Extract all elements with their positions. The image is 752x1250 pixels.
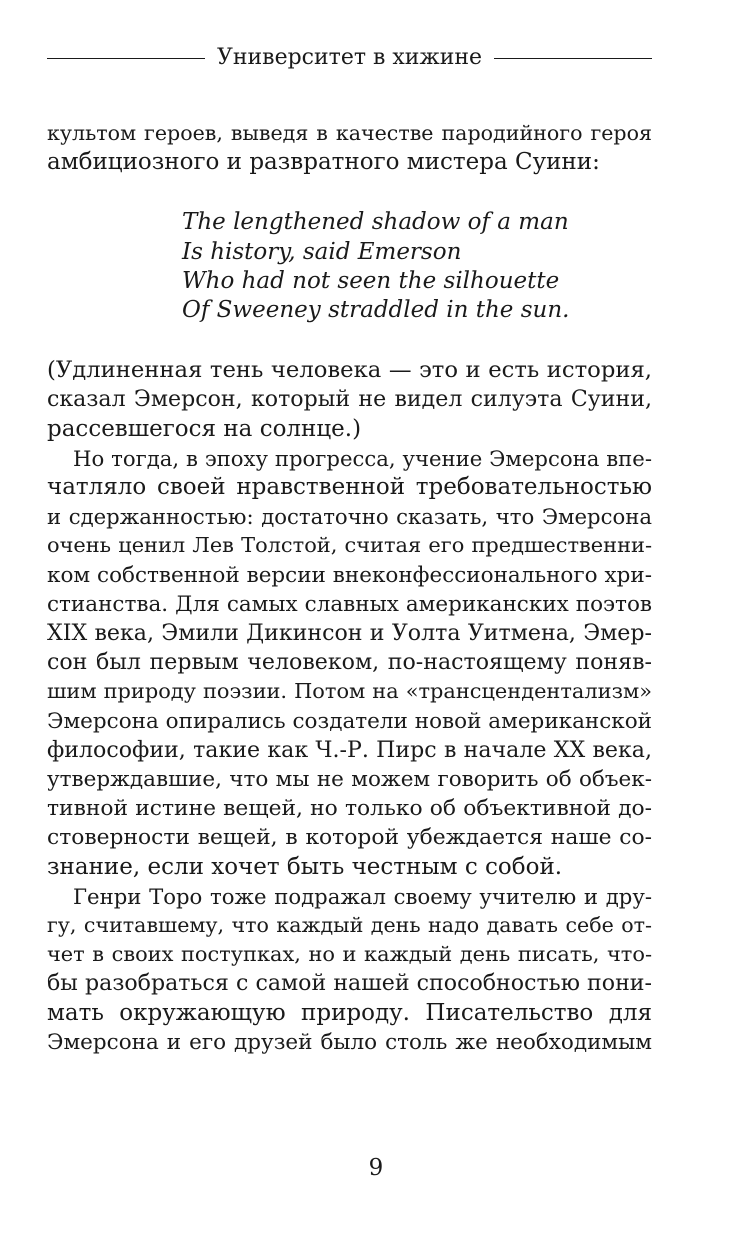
text-line: культом героев, выведя в качестве пародийного героя <box>47 121 652 145</box>
intro-paragraph <box>47 119 652 177</box>
verse-line: The lengthened shadow of a man <box>182 209 569 236</box>
text-line: стоверности вещей, в которой убеждается наше со- <box>47 825 652 851</box>
text-line: знание, если хочет быть честным с собой. <box>47 853 563 880</box>
text-line: тивной истине вещей, но только об объективной до- <box>47 796 652 822</box>
text-line: ком собственной версии внеконфессионального хри- <box>47 562 652 588</box>
text-line: чет в своих поступках, но и каждый день писать, что- <box>47 942 652 967</box>
running-head <box>47 44 652 72</box>
body-text <box>47 119 652 1057</box>
text-line: очень ценил Лев Толстой, считая его предшественни- <box>47 533 652 558</box>
text-line: Эмерсона и его друзей было столь же необходимым <box>47 1029 652 1055</box>
text-line: Но тогда, в эпоху прогресса, учение Эмерсона впе- <box>73 445 652 471</box>
text-line: Генри Торо тоже подражал своему учителю и дру- <box>73 883 652 909</box>
text-line: рассевшегося на солнце.) <box>47 415 362 442</box>
paragraph-1 <box>47 444 652 882</box>
text-line: стианства. Для самых славных американских поэтов <box>47 591 652 617</box>
header-rule-right <box>494 58 652 59</box>
verse-line: Is history, said Emerson <box>182 238 462 265</box>
text-line: XIX века, Эмили Дикинсон и Уолта Уитмена, Эмер- <box>47 620 652 647</box>
text-line: чатляло своей нравственной требовательностью <box>47 474 652 501</box>
text-line: бы разобраться с самой нашей способностью пони- <box>47 970 652 997</box>
text-line: гу, считавшему, что каждый день надо давать себе от- <box>47 913 652 938</box>
text-line: сон был первым человеком, по-настоящему поняв- <box>47 649 652 676</box>
page-number: 9 <box>368 1155 384 1181</box>
verse-quotation <box>182 208 652 325</box>
text-line: (Удлиненная тень человека — это и есть история, <box>47 357 652 384</box>
text-line: философии, такие как Ч.-Р. Пирс в начале XX века, <box>47 736 652 763</box>
text-line: шим природу поэзии. Потом на «трансцендентализм» <box>47 679 652 704</box>
translation-paragraph <box>47 356 652 444</box>
text-line: Эмерсона опирались создатели новой американской <box>47 708 652 734</box>
running-head-title: Университет в хижине <box>216 45 483 70</box>
verse-line: Who had not seen the silhouette <box>182 267 560 294</box>
text-line: утверждавшие, что мы не можем говорить об объек- <box>47 767 652 793</box>
text-line: амбициозного и развратного мистера Суини: <box>47 149 600 176</box>
verse-line: Of Sweeney straddled in the sun. <box>182 297 570 324</box>
paragraph-2 <box>47 882 652 1057</box>
header-rule-left <box>47 58 205 59</box>
text-line: мать окружающую природу. Писательство для <box>47 999 652 1026</box>
text-line: сказал Эмерсон, который не видел силуэта Суини, <box>47 386 652 413</box>
text-line: и сдержанностью: достаточно сказать, что Эмерсона <box>47 504 652 530</box>
